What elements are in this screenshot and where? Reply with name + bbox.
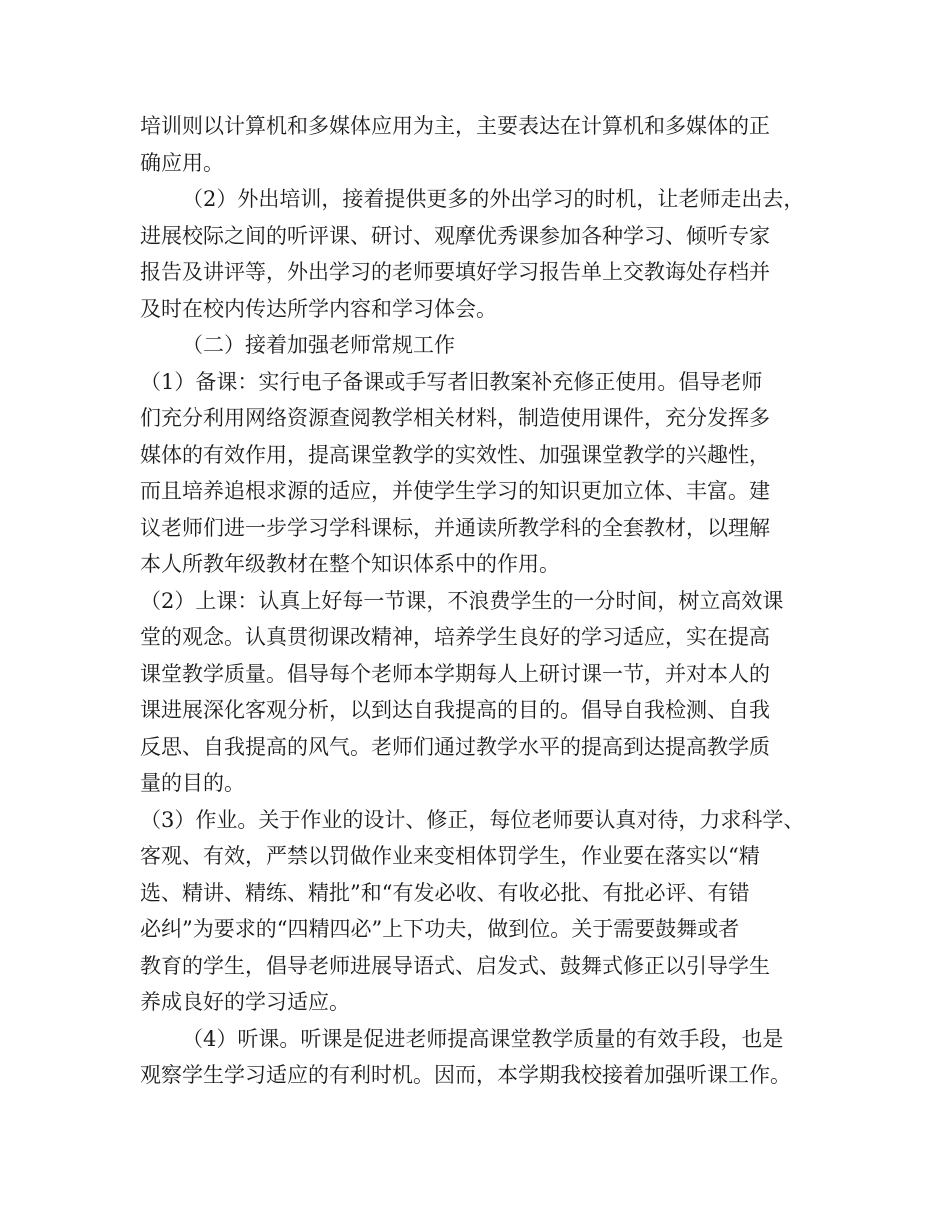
text-line: 确应用。 bbox=[140, 150, 224, 175]
text-line: （3）作业。关于作业的设计、修正，每位老师要认真对待，力求科学、 bbox=[140, 807, 805, 832]
text-line: 堂的观念。认真贯彻课改精神，培养学生良好的学习适应，实在提高 bbox=[140, 625, 770, 649]
text-line: 及时在校内传达所学内容和学习体会。 bbox=[140, 296, 497, 321]
text-line: 议老师们进一步学习学科课标，并通读所教学科的全套教材，以理解 bbox=[140, 515, 770, 540]
text-line: 而且培养追根求源的适应，并使学生学习的知识更加立体、丰富。建 bbox=[140, 479, 770, 503]
text-line: 客观、有效，严禁以罚做作业来变相体罚学生，作业要在落实以“精 bbox=[140, 844, 760, 868]
text-line: 进展校际之间的听评课、研讨、观摩优秀课参加各种学习、倾听专家 bbox=[140, 223, 770, 248]
text-line: 选、精讲、精练、精批”和“有发必收、有收必批、有批必评、有错 bbox=[140, 880, 750, 905]
text-line: （二）接着加强老师常规工作 bbox=[182, 333, 455, 357]
text-line: 养成良好的学习适应。 bbox=[140, 990, 350, 1014]
text-line: （2）外出培训，接着提供更多的外出学习的时机，让老师走出去， bbox=[182, 187, 805, 211]
text-line: 反思、自我提高的风气。老师们通过教学水平的提高到达提高教学质 bbox=[140, 734, 770, 759]
text-line: 媒体的有效作用，提高课堂教学的实效性、加强课堂教学的兴趣性， bbox=[140, 442, 770, 467]
text-line: 本人所教年级教材在整个知识体系中的作用。 bbox=[140, 552, 560, 576]
text-line: 课堂教学质量。倡导每个老师本学期每人上研讨课一节，并对本人的 bbox=[140, 661, 770, 686]
document-body bbox=[140, 108, 830, 1094]
text-line: 量的目的。 bbox=[140, 771, 245, 795]
text-line: （2）上课：认真上好每一节课，不浪费学生的一分时间，树立高效课 bbox=[140, 588, 784, 613]
text-line: 观察学生学习适应的有利时机。因而，本学期我校接着加强听课工作。 bbox=[140, 1063, 791, 1087]
text-line: 必纠”为要求的“四精四必”上下功夫，做到位。关于需要鼓舞或者 bbox=[140, 917, 740, 941]
text-line: 们充分利用网络资源查阅教学相关材料，制造使用课件，充分发挥多 bbox=[140, 406, 770, 430]
text-line: 培训则以计算机和多媒体应用为主，主要表达在计算机和多媒体的正 bbox=[140, 114, 770, 138]
text-line: 课进展深化客观分析，以到达自我提高的目的。倡导自我检测、自我 bbox=[140, 698, 770, 722]
text-line: 教育的学生，倡导老师进展导语式、启发式、鼓舞式修正以引导学生 bbox=[140, 953, 770, 978]
text-line: （4）听课。听课是促进老师提高课堂教学质量的有效手段，也是 bbox=[182, 1026, 784, 1051]
text-line: 报告及讲评等，外出学习的老师要填好学习报告单上交教诲处存档并 bbox=[140, 260, 770, 284]
text-line: （1）备课：实行电子备课或手写者旧教案补充修正使用。倡导老师 bbox=[140, 369, 763, 394]
